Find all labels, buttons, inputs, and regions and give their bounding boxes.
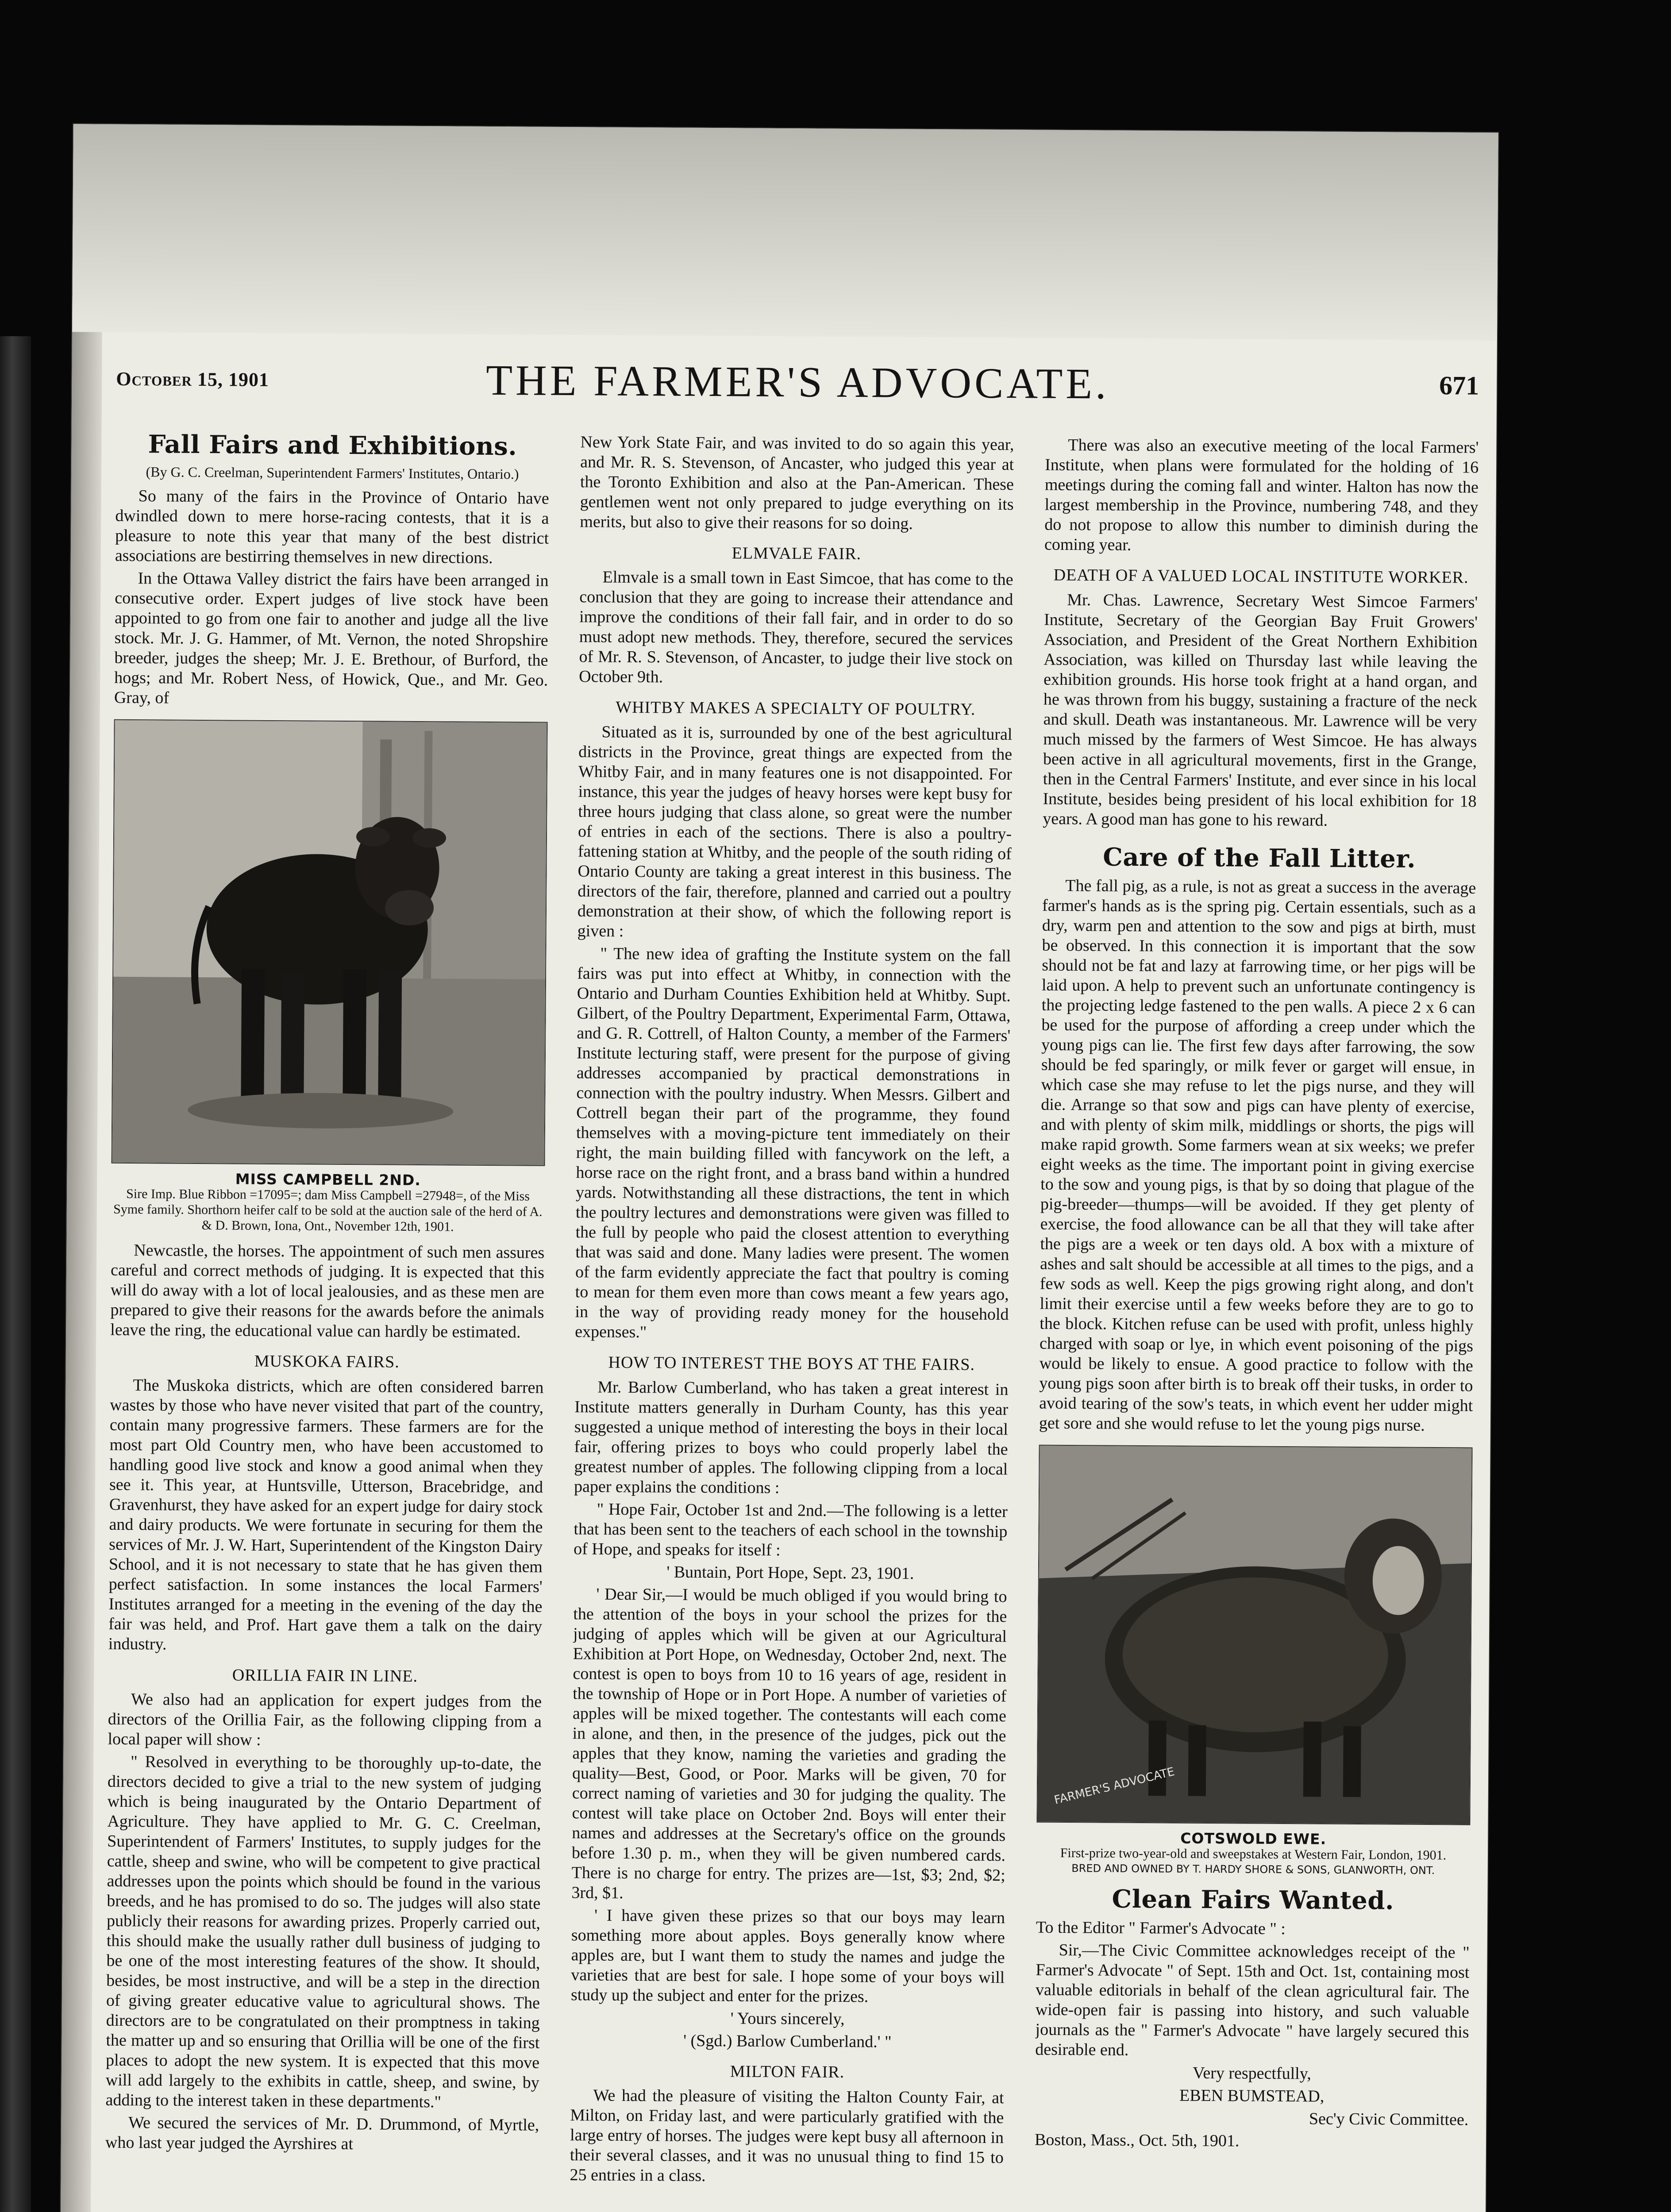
section-heading-milton: MILTON FAIR.	[730, 2062, 845, 2081]
photo-miss-campbell	[112, 719, 548, 1166]
paragraph: ' Dear Sir,—I would be much obliged if you would bring to the attention of the boys in your school the prizes for the judging of apples which will be given at our Agricultural Exhibition at Port Hope, on Wednesday, October 2nd, next. The contest is open to boys from 10 to 16 years of age, resident in the township of Hope or in Port Hope. A number of varieties of apples will be mixed together. The contestants will each come in alone, and then, in the presence of the judges, pick out the apples that they know, naming the varieties and grading the quality—Best, Good, or Poor. Marks will be given, 70 for correct naming of varieties and 30 for judging the quality. The contest will take place on October 2nd. Boys will enter their names and addresses at the Secretary's office on the grounds before 1.30 p. m., when they will be given numbered cards. There is no charge for entry. The prizes are—1st, $3; 2nd, $2; 3rd, $1.	[571, 1585, 1007, 1902]
letter-closing: Very respectfully,	[1193, 2063, 1311, 2083]
paragraph: The fall pig, as a rule, is not as great a success in the average farmer's hands as is the spring pig. Certain essentials, such as a dry, warm pen and attention to the sow and pigs at birth, must be observed. In this connection it is important that the sow should not be fat and lazy at farrowing time, or her pigs will be laid upon. A help to prevent such an unfortunate contingency is the projecting ledge fastened to the pen walls. A piece 2 x 6 can be used for the purpose of affording a creep under which the young pigs can lie. The first few days after farrowing, the sow should be fed sparingly, or milk fever or garget will ensue, in which case she may refuse to let the pigs nurse, and they will die. Arrange so that sow and pigs can have plenty of exercise, and with plenty of skim milk, middlings or shorts, the pigs will make rapid growth. Some farmers wean at six weeks; we prefer eight weeks as the time. The important point in giving exercise to the sow and young pigs, is that by so doing that plague of the pig-breeder—thumps—will be avoided. If they get plenty of exercise, the food allowance can be all that they will take after the pigs are a week or ten days old. A box with a mixture of ashes and salt should be accessible at all times to the pigs, and a few sods as well. Keep the pigs growing right along, and don't limit their exercise until a few weeks before they are to go to the block. Kitchen refuse can be used with profit, unless highly charged with soap or lye, in which event poisoning of the pigs would be likely to ensue. A good practice to follow with the young pigs soon after birth is to break off their tusks, in order to avoid tearing of the sow's teats, in which event her udder might get sore and she would refuse to let the young pigs nurse.	[1039, 876, 1476, 1435]
paragraph: We had the pleasure of visiting the Halton County Fair, at Milton, on Friday last, and were particularly gratified with the large entry of horses. The judges were kept busy all afternoon in their several classes, and it was no unusual thing to find 15 to 25 entries in a class.	[570, 2086, 1004, 2185]
article-title-clean-fairs: Clean Fairs Wanted.	[1112, 1884, 1394, 1916]
section-heading-death: DEATH OF A VALUED LOCAL INSTITUTE WORKER.	[1053, 565, 1469, 587]
paragraph: So many of the fairs in the Province of Ontario have dwindled down to mere horse-racing contests, that it is a pleasure to note this year that many of the best district associations are bestirring themselves in new directions.	[115, 487, 549, 568]
paragraph: There was also an executive meeting of the local Farmers' Institute, when plans were formulated for the holding of 16 meetings during the coming fall and winter. Halton has now the largest membership in the Province, numbering 748, and they do not propose to allow this number to diminish during the coming year.	[1044, 435, 1479, 554]
paragraph: Sir,—The Civic Committee acknowledges receipt of the " Farmer's Advocate " of Sept. 15th and Oct. 1st, containing most valuable editorials in behalf of the clean agricultural fair. The wide-open fair is passing into history, and such valuable journals as the " Farmer's Advocate " have largely secured this desirable end.	[1035, 1940, 1470, 2059]
letter-dateline: ' Buntain, Port Hope, Sept. 23, 1901.	[666, 1563, 914, 1583]
letter-closing: ' Yours sincerely,	[730, 2009, 845, 2028]
heifer-photo-illustration	[112, 720, 547, 1165]
column-2	[569, 432, 1014, 2212]
paragraph: New York State Fair, and was invited to do so again this year, and Mr. R. S. Stevenson, of Ancaster, who judged this year at the Toronto Exhibition and also at the Pan-American. These gentlemen went not only prepared to judge everything on its merits, but also to give their reasons for so doing.	[580, 433, 1014, 533]
letter-salutation: To the Editor " Farmer's Advocate " :	[1036, 1918, 1286, 1939]
paragraph: ' I have given these prizes so that our boys may learn something more about apples. Boys generally know where apples are, but I want them to study the names and judge the varieties that are best for sale. I hope some of your boys will study up the subject and enter for the prizes.	[570, 1906, 1005, 2006]
scan-background-strip	[0, 336, 31, 2212]
section-heading-boys: HOW TO INTEREST THE BOYS AT THE FAIRS.	[608, 1353, 975, 1374]
page-number: 671	[1439, 371, 1479, 400]
section-heading-muskoka: MUSKOKA FAIRS.	[254, 1352, 400, 1371]
photo-watermark: FARMER'S ADVOCATE	[1053, 1765, 1176, 1807]
section-heading-whitby: WHITBY MAKES A SPECIALTY OF POULTRY.	[616, 698, 976, 719]
caption-title: COTSWOLD EWE.	[1180, 1829, 1327, 1848]
article-title-fall-litter: Care of the Fall Litter.	[1103, 842, 1416, 874]
paragraph: The Muskoka districts, which are often considered barren wastes by those who have never visited that part of the country, contain many progressive farmers. These farmers are for the most part Old Country men, who have been accustomed to handling good live stock and know a good animal when they see it. This year, at Huntsville, Utterson, Bracebridge, and Gravenhurst, they have asked for an expert judge for dairy stock and dairy products. We were fortunate in securing for them the services of Mr. J. W. Hart, Superintendent of the Kingston Dairy School, and it is not necessary to state that he has given them perfect satisfaction. In some instances the local Farmers' Institutes arranged for a meeting in the evening of the day the fair was held, and Prof. Hart gave them a talk on the dairy industry.	[108, 1376, 544, 1654]
letter-dateline: Boston, Mass., Oct. 5th, 1901.	[1034, 2130, 1240, 2151]
letter-signature: ' (Sgd.) Barlow Cumberland.' "	[683, 2031, 892, 2051]
paragraph: Newcastle, the horses. The appointment of such men assures careful and correct methods of judging. It is expected that this will do away with a lot of local jealousies, and as these men are prepared to give their reasons for the awards before the animals leave the ring, the educational value can hardly be estimated.	[110, 1241, 545, 1342]
paragraph: Mr. Chas. Lawrence, Secretary West Simcoe Farmers' Institute, Secretary of the Georgian Bay Fruit Growers' Association, and President of the Great Northern Exhibition Association, was killed on Thursday last while leaving the exhibition grounds. His horse took fright at a hand organ, and he was thrown from his buggy, sustaining a fracture of the neck and skull. Death was instantaneous. Mr. Lawrence will be very much missed by the farmers of West Simcoe. He has always been active in all agricultural movements, first in the Grange, then in the Central Farmers' Institute, and ever since in his local Institute, besides being president of his local exhibition for 18 years. A good man has gone to his reward.	[1043, 590, 1478, 830]
article-columns	[104, 430, 1479, 2212]
letter-clean-fairs	[1035, 1918, 1470, 2153]
paragraph: " The new idea of grafting the Institute system on the fall fairs was put into effect at Whitby, in connection with the Ontario and Durham Counties Exhibition held at Whitby. Supt. Gilbert, of the Poultry Department, Experimental Farm, Ottawa, and G. R. Cottrell, of Halton County, a member of the Farmers' Institute lecturing staff, were present for the purpose of giving addresses accompanied by practical demonstrations in connection with the poultry industry. When Messrs. Gilbert and Cottrell began their part of the programme, they found themselves with a moving-picture tent immediately on their right, the main building filled with fancywork on the left, a horse race on the right front, and a brass band within a hundred yards. Notwithstanding all these distractions, the tent in which the poultry lectures and demonstrations were given was filled to the full by people who paid the closest attention to everything that was said and done. Many ladies were present. The women of the farm evidently appreciate the fact that poultry is coming to mean for them even more than cows meant a few years ago, in the way of providing ready money for the household expenses."	[575, 944, 1011, 1342]
section-heading-elmvale: ELMVALE FAIR.	[732, 544, 862, 564]
ewe-photo-illustration	[1037, 1446, 1471, 1824]
letter-signature-name: EBEN BUMSTEAD,	[1179, 2086, 1324, 2106]
masthead-title: THE FARMER'S ADVOCATE.	[485, 356, 1109, 408]
photo-caption-miss-campbell	[111, 1171, 545, 1235]
letter-signature-title: Sec'y Civic Committee.	[1309, 2109, 1469, 2129]
photo-cotswold-ewe	[1036, 1445, 1472, 1825]
caption-credit: BRED AND OWNED BY T. HARDY SHORE & SONS, GLANWORTH, ONT.	[1071, 1862, 1435, 1877]
article-byline: (By G. C. Creelman, Superintendent Farmers' Institutes, Ontario.)	[146, 464, 519, 482]
paragraph: Mr. Barlow Cumberland, who has taken a great interest in Institute matters generally in Durham County, has this year suggested a unique method of interesting the boys in their local fair, offering prizes to boys who could properly label the greatest number of apples. The following clipping from a local paper explains the conditions :	[574, 1378, 1009, 1498]
paragraph: " Hope Fair, October 1st and 2nd.—The following is a letter that has been sent to the teachers of each school in the township of Hope, and speaks for itself :	[574, 1500, 1008, 1560]
caption-text: First-prize two-year-old and sweepstakes at Western Fair, London, 1901.	[1060, 1845, 1447, 1863]
newspaper-page	[59, 124, 1498, 2212]
section-heading-orillia: ORILLIA FAIR IN LINE.	[232, 1666, 418, 1686]
paragraph: In the Ottawa Valley district the fairs have been arranged in consecutive order. Expert judges of live stock have been appointed to go from one fair to another and judge all the live stock. Mr. J. G. Hammer, of Mt. Vernon, the noted Shropshire breeder, judges the sheep; Mr. J. E. Brethour, of Burford, the hogs; and Mr. Robert Ness, of Howick, Que., and Mr. Geo. Gray, of	[114, 569, 549, 707]
column-1	[104, 430, 550, 2212]
caption-title: MISS CAMPBELL 2ND.	[235, 1170, 421, 1189]
photo-caption-cotswold-ewe	[1036, 1830, 1471, 1879]
column-3	[1033, 435, 1479, 2212]
paragraph: " Resolved in everything to be thoroughly up-to-date, the directors decided to give a trial to the new system of judging which is being inaugurated by the Ontario Department of Agriculture. They have applied to Mr. G. C. Creelman, Superintendent of Farmers' Institutes, to supply judges for the cattle, sheep and swine, who will be competent to give practical addresses upon the points which should be found in the various breeds, and he has promised to do so. The judges will also state publicly their reasons for awarding prizes. Properly carried out, this should make the usually rather dull business of judging to be one of the most interesting features of the show. It should, besides, be most instructive, and will be a step in the direction of giving greater educative value to agricultural shows. The directors are to be congratulated on their promptness in taking the matter up and so ensuring that Orillia will be one of the first places to adopt the new system. It is expected that this move will add largely to the exhibits in cattle, sheep, and swine, by adding to the interest taken in these departments."	[105, 1752, 542, 2112]
paragraph: Elmvale is a small town in East Simcoe, that has come to the conclusion that they are going to increase their attendance and improve the conditions of their fall fair, and in order to do so must adopt new methods. They, therefore, secured the services of Mr. R. S. Stevenson, of Ancaster, to judge their live stock on October 9th.	[579, 568, 1013, 687]
issue-date: October 15, 1901	[116, 368, 270, 391]
caption-text: Sire Imp. Blue Ribbon =17095=; dam Miss Campbell =27948=, of the Miss Syme family. Shorthorn heifer calf to be sold at the auction sale of the herd of A. & D. Brown, Iona, Ont., November 12th, 1901.	[113, 1186, 543, 1234]
page-header	[116, 346, 1479, 429]
paragraph: We also had an application for expert judges from the directors of the Orillia Fair, as the following clipping from a local paper will show :	[108, 1690, 542, 1749]
paragraph: Situated as it is, surrounded by one of the best agricultural districts in the Province, great things are expected from the Whitby Fair, and in many features one is not disappointed. For instance, this year the judges of heavy horses were kept busy for three hours judging that class alone, so great were the number of entries in each of the sections. There is also a poultry-fattening station at Whitby, and the people of the south riding of Ontario County are taking a great interest in this business. The directors of the fair, therefore, planned and carried out a poultry demonstration at their show, of which the following report is given :	[577, 722, 1013, 941]
paragraph: We secured the services of Mr. D. Drummond, of Myrtle, who last year judged the Ayrshires at	[105, 2113, 539, 2154]
article-title-fall-fairs: Fall Fairs and Exhibitions.	[148, 430, 517, 461]
